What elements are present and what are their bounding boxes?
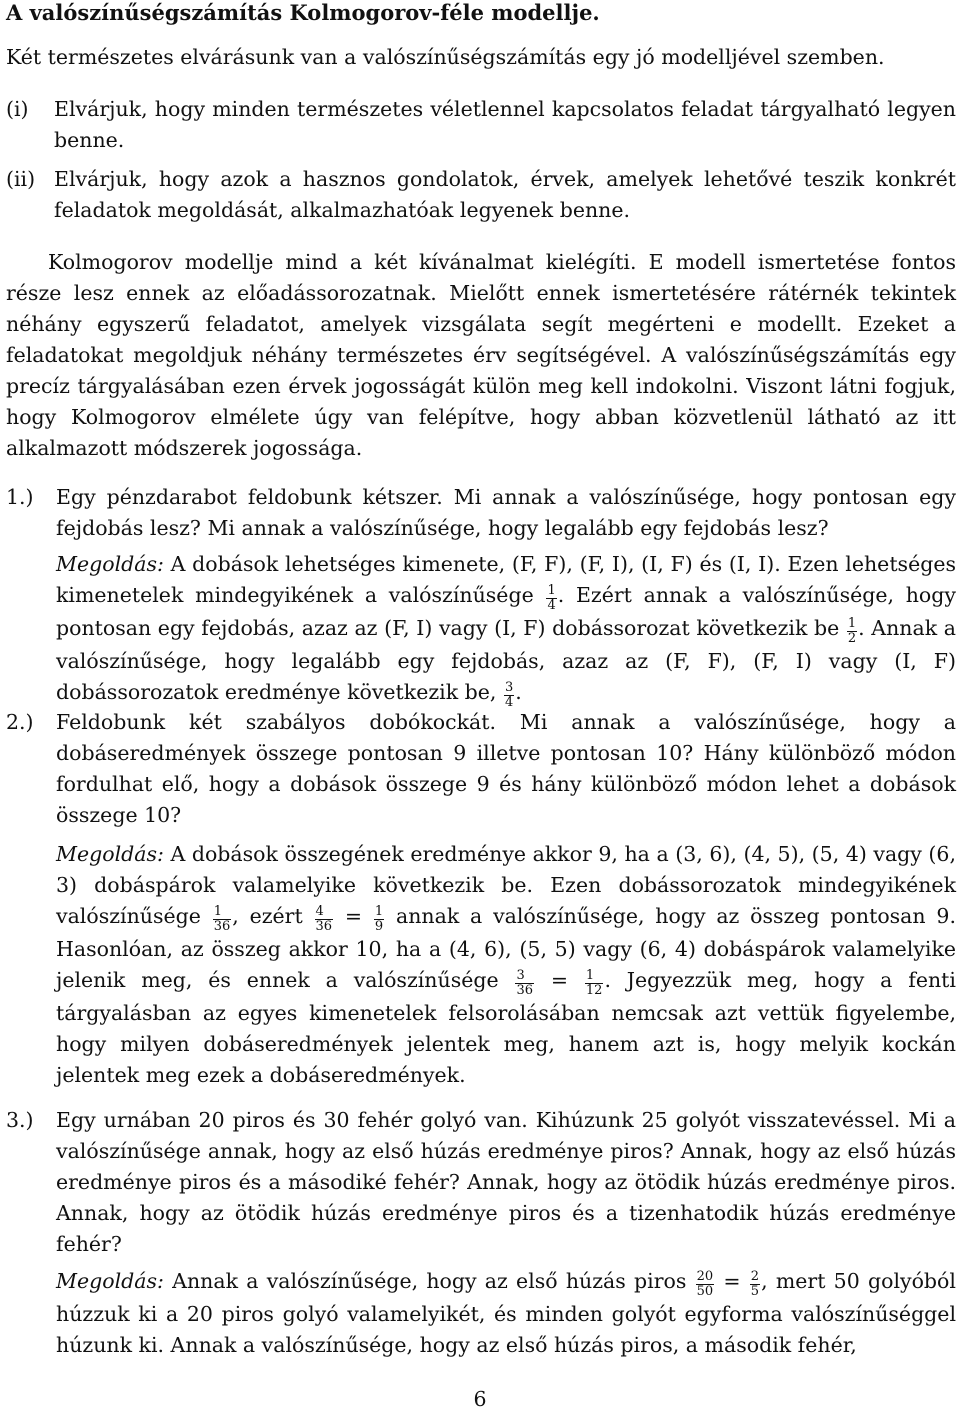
- denominator: 36: [315, 919, 333, 935]
- numerator: 2: [750, 1269, 760, 1285]
- denominator: 12: [585, 983, 603, 999]
- solution-text: . Annak a valószínűsége, hogy legalább egy fejdobás, azaz az (F, F), (F, I) vagy (I, F) dobássorozatok eredménye következik be,: [56, 616, 956, 705]
- denominator: 4: [547, 598, 556, 614]
- section-title: A valószínűségszámítás Kolmogorov-féle modellje.: [6, 0, 600, 25]
- denominator: 2: [847, 631, 857, 647]
- solution-label: Megoldás:: [56, 842, 164, 866]
- fraction: [546, 584, 556, 613]
- solution-label: Megoldás:: [56, 1269, 164, 1293]
- problem-question: Feldobunk két szabályos dobókockát. Mi annak a valószínűsége, hogy a dobáseredmények összege pontosan 9 illetve pontosan 10? Hány különböző módon fordulhat elő, hogy a dobások összege 9 és hány különböző módon lehet a dobások összege 10?: [56, 710, 956, 827]
- equals-sign: =: [344, 904, 363, 928]
- paragraph-text: Kolmogorov modellje mind a két kívánalmat kielégíti. E modell ismertetése fontos része lesz ennek az előadássorozatnak. Mielőtt ennek ismertetésére rátérnék tekintek néhány egyszerű feladatot, amelyek vizsgálata segít megérteni e modellt. Ezeket a feladatokat megoldjuk néhány természetes érv segítségével. A valószínűségszámítás egy precíz tárgyalásában ezen érvek jogosságát külön meg kell indokolni. Viszont látni fogjuk, hogy Kolmogorov elmélete úgy van felépítve, hogy abban közvetlenül látható az itt alkalmazott módszerek jogossága.: [6, 250, 956, 460]
- problem-label: 1.): [6, 485, 34, 509]
- solution-text: , ezért: [232, 904, 303, 928]
- fraction: [585, 969, 604, 998]
- solution-2: [56, 839, 956, 1091]
- fraction: [315, 905, 334, 934]
- solution-text: A dobások lehetséges kimenete, (F, F), (F, I), (I, F) és (I, I). Ezen lehetséges kimenetelek mindegyikének a valószínűsége: [56, 552, 956, 607]
- fraction: [374, 905, 384, 934]
- page-number: 6: [473, 1387, 487, 1411]
- expectation-label: (ii): [6, 167, 36, 191]
- denominator: 36: [213, 919, 231, 935]
- fraction: [847, 617, 857, 646]
- denominator: 4: [504, 695, 514, 711]
- solution-text: . Jegyezzük meg, hogy a fenti tárgyalásban az egyes kimenetelek felsorolásában nemcsak azt vettük figyelembe, hogy milyen dobáseredmények jelentek meg, hanem azt is, hogy melyik kockán jelentek meg ezek a dobáseredmények.: [56, 968, 956, 1088]
- solution-text: Annak a valószínűsége, hogy az első húzás piros: [172, 1269, 687, 1293]
- fraction: [696, 1270, 715, 1299]
- denominator: 50: [696, 1284, 714, 1300]
- denominator: 9: [374, 919, 384, 935]
- solution-1: [56, 549, 956, 710]
- intro-text: Két természetes elvárásunk van a valószínűségszámítás egy jó modelljével szemben.: [6, 45, 885, 69]
- solution-text: .: [515, 680, 522, 705]
- numerator: 4: [315, 905, 334, 920]
- denominator: 36: [516, 983, 534, 999]
- numerator: 1: [213, 905, 232, 920]
- problem-question: Egy urnában 20 piros és 30 fehér golyó van. Kihúzunk 25 golyót visszatevéssel. Mi a valószínűsége annak, hogy az első húzás eredménye piros? Annak, hogy az első húzás eredménye piros és a másodiké fehér? Annak, hogy az ötödik húzás eredménye piros. Annak, hogy az ötödik húzás eredménye piros és a tizenhatodik húzás eredménye fehér?: [56, 1108, 956, 1256]
- expectation-text: Elvárjuk, hogy minden természetes véletlennel kapcsolatos feladat tárgyalható legyen benne.: [54, 97, 956, 152]
- numerator: 3: [504, 680, 514, 696]
- numerator: 1: [547, 583, 556, 599]
- main-paragraph: [6, 247, 956, 464]
- solution-text: A dobások összegének eredménye akkor 9, ha a (3, 6), (4, 5), (5, 4) vagy (6, 3) dobáspárok valamelyike következik be. Ezen dobássorozatok mindegyikének valószínűsége: [56, 842, 956, 928]
- fraction: [750, 1270, 760, 1299]
- equals-sign: =: [550, 968, 569, 993]
- solution-text: . Ezért annak a valószínűsége, hogy pontosan egy fejdobás, azaz az (F, I) vagy (I, F) dobássorozat következik be: [56, 583, 956, 641]
- solution-text: , mert 50 golyóból húzzuk ki a 20 piros golyó valamelyikét, és minden golyót egyforma valószínűséggel húzunk ki. Annak a valószínűsége, hogy az első húzás piros, a második fehér,: [56, 1269, 956, 1358]
- problem-question: Egy pénzdarabot feldobunk kétszer. Mi annak a valószínűsége, hogy pontosan egy fejdobás lesz? Mi annak a valószínűsége, hogy legalább egy fejdobás lesz?: [56, 485, 956, 540]
- solution-label: Megoldás:: [56, 552, 164, 576]
- problem-label: 3.): [6, 1108, 34, 1132]
- problem-label: 2.): [6, 710, 34, 734]
- denominator: 5: [750, 1284, 760, 1300]
- numerator: 1: [374, 904, 384, 920]
- solution-3: [56, 1266, 956, 1361]
- numerator: 20: [696, 1269, 714, 1285]
- numerator: 1: [585, 969, 604, 984]
- expectation-label: (i): [6, 97, 29, 121]
- numerator: 3: [515, 969, 534, 984]
- numerator: 1: [847, 616, 857, 632]
- solution-text: annak a valószínűsége, hogy az összeg pontosan 9. Hasonlóan, az összeg akkor 10, ha a (4, 6), (5, 5) vagy (6, 4) dobáspárok valamelyike jelenik meg, és ennek a valószínűsége: [56, 904, 956, 993]
- equals-sign: =: [723, 1269, 741, 1293]
- fraction: [213, 905, 232, 934]
- fraction: [515, 969, 534, 998]
- expectation-text: Elvárjuk, hogy azok a hasznos gondolatok, érvek, amelyek lehetővé teszik konkrét feladatok megoldását, alkalmazhatóak legyenek benne.: [54, 167, 956, 222]
